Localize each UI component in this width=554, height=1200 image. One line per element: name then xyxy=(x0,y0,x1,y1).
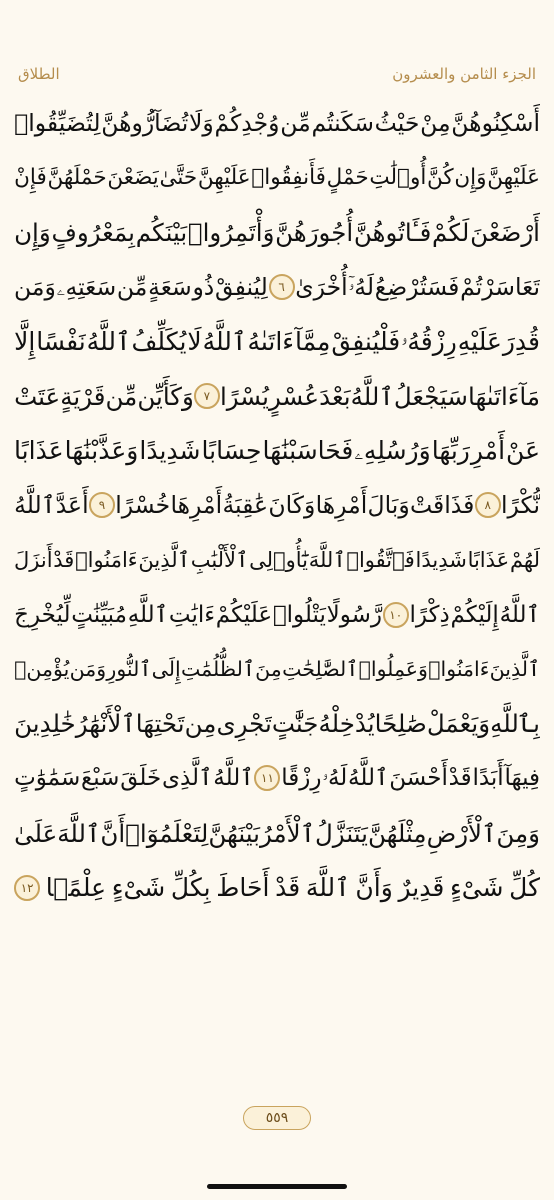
word: وَأْتَمِرُوا۟ xyxy=(187,217,275,247)
word: نَفْسًا xyxy=(36,327,86,357)
word: ذِكْرًا xyxy=(409,601,450,628)
word: وَرُسُلِهِۦ xyxy=(354,435,431,465)
word: لِيُنفِقْ xyxy=(214,273,268,302)
text-line-8 xyxy=(14,478,540,533)
word: وُجْدِكُمْ xyxy=(214,109,280,138)
word: فِيهَآ xyxy=(504,765,540,792)
word: ءَاتَىٰهَا xyxy=(468,381,520,411)
word: أَعَدَّ xyxy=(55,491,89,520)
word: عَلَيْهِنَّ xyxy=(197,165,251,191)
text-line-3 xyxy=(14,205,540,260)
surah-name: الطلاق xyxy=(18,65,60,83)
word: رِزْقُهُۥ xyxy=(401,326,457,356)
juz-label: الجزء الثامن والعشرون xyxy=(392,65,536,83)
word: يَتْلُوا۟ xyxy=(272,601,326,628)
word: قَرْيَةٍ xyxy=(60,381,106,411)
word: ٱلْأَلْبَٰبِ xyxy=(190,548,249,573)
word: تَعَاسَرْتُمْ xyxy=(460,273,540,302)
word: جَنَّٰتٍ xyxy=(271,709,319,739)
word: حَمْلٍ xyxy=(326,165,369,191)
word: فَـَٔاتُوهُنَّ xyxy=(353,217,432,247)
text-line-2 xyxy=(14,151,540,206)
word: لَهُۥ xyxy=(322,765,348,792)
ayah-marker: ١٠ xyxy=(383,602,409,628)
word: عُسْرٍ xyxy=(269,381,320,411)
word: أُجُورَهُنَّ xyxy=(275,217,354,247)
word: فَسَتُرْضِعُ xyxy=(374,273,460,302)
word: ٱللَّهُ xyxy=(202,327,247,357)
word: سَكَنتُم xyxy=(311,109,374,138)
word: وَأَنَّ xyxy=(355,873,393,903)
ayah-marker: ١١ xyxy=(254,765,280,791)
text-line-6 xyxy=(14,369,540,424)
text-line-4 xyxy=(14,260,540,315)
ayah-marker: ٧ xyxy=(194,383,220,409)
word: ٱللَّهَ xyxy=(305,873,350,903)
text-line-9 xyxy=(14,533,540,588)
word: عَلَيْكُمْ xyxy=(215,601,273,628)
word: مِّن xyxy=(280,109,311,138)
word: شَدِيدًا xyxy=(139,436,201,466)
word: أَبَدًا xyxy=(472,765,504,792)
word: ءَايَٰتِ xyxy=(168,601,216,628)
word: إِلَّا xyxy=(14,327,36,357)
word: بِٱللَّهِ xyxy=(490,709,540,739)
text-line-12 xyxy=(14,697,540,752)
word: يُسْرًا xyxy=(219,381,269,411)
word: شَىْءٍ xyxy=(449,873,504,903)
word: فَإِنْ xyxy=(14,165,47,191)
word: قَدِيرٌ xyxy=(398,873,445,903)
word: إِلَيْكُمْ xyxy=(450,601,499,628)
text-line-14 xyxy=(14,806,540,861)
word: ءَامَنُوا۟ xyxy=(75,548,138,573)
word: مِمَّآ xyxy=(294,327,331,357)
word: أَمْرِهَا xyxy=(170,491,223,520)
word: خُسْرًا xyxy=(115,491,171,520)
word: ءَامَنُوا۟ xyxy=(428,657,490,682)
word: تُضَآرُّوهُنَّ xyxy=(101,109,189,138)
word: أَمْرِهَا xyxy=(315,491,368,520)
word: وَإِن xyxy=(14,217,51,247)
word: سَعَتِهِۦ xyxy=(56,273,117,302)
word: لَهُمْ xyxy=(509,548,540,573)
word: لِّيُخْرِجَ xyxy=(14,601,71,628)
word: ٱلَّذِينَ xyxy=(138,548,190,573)
word: أَحْسَنَ xyxy=(389,765,448,792)
word: حَيْثُ xyxy=(374,109,420,138)
word: ٱللَّهَ xyxy=(57,818,101,848)
word: صَٰلِحًا xyxy=(374,709,427,739)
text-line-15 xyxy=(14,860,540,915)
word: بَيْنَهُنَّ xyxy=(208,818,260,848)
word: فَٱتَّقُوا۟ xyxy=(346,548,415,573)
ayah-marker: ٦ xyxy=(269,274,295,300)
word: مِنَ xyxy=(255,657,282,682)
word: خَلَقَ xyxy=(120,765,162,792)
word: ٱللَّهُ xyxy=(86,327,131,357)
word: ٱللَّهُ xyxy=(14,491,56,520)
word: فَذَاقَتْ xyxy=(409,491,475,520)
word: أَنَّ xyxy=(100,818,126,848)
word: ٱللَّهُ xyxy=(350,381,394,411)
word: ٱلْأَرْضِ xyxy=(426,818,497,848)
word: ٱللَّهِ xyxy=(127,601,169,628)
word: وَعَذَّبْنَٰهَا xyxy=(64,436,139,466)
word: وَمَن xyxy=(14,273,56,302)
word: وَكَانَ xyxy=(268,491,316,520)
word: مِن xyxy=(184,709,217,739)
word: عَلَيْهِ xyxy=(457,327,502,357)
word: مِثْلَهُنَّ xyxy=(367,818,427,848)
word: أَنزَلَ xyxy=(14,548,53,573)
word: لَكُمْ xyxy=(432,217,470,247)
text-line-10 xyxy=(14,587,540,642)
word: وَمِنَ xyxy=(496,818,540,848)
word: قَدْ xyxy=(53,548,75,573)
word: يُؤْمِنۢ xyxy=(14,657,70,682)
word: وَيَعْمَلْ xyxy=(426,709,491,739)
word: عِلْمًۢا xyxy=(45,873,107,903)
word: يُدْخِلْهُ xyxy=(318,709,375,739)
word: قَدْ xyxy=(448,765,472,792)
word: شَىْءٍ xyxy=(111,873,166,903)
word: يَتَنَزَّلُ xyxy=(315,818,368,848)
page-header xyxy=(18,62,536,86)
text-line-11 xyxy=(14,642,540,697)
word: ٱللَّهُ xyxy=(499,601,540,628)
word: وَإِن xyxy=(454,165,487,191)
word: عَلَىٰ xyxy=(14,818,58,848)
word: تَحْتِهَا xyxy=(135,709,185,739)
word: حَتَّىٰ xyxy=(159,165,198,191)
word: أَحَاطَ xyxy=(216,873,270,903)
word: وَعَمِلُوا۟ xyxy=(358,657,428,682)
word: عَلَيْهِنَّ xyxy=(487,165,540,191)
word: أَمْرِ xyxy=(470,436,506,466)
word: مِنْ xyxy=(420,109,451,138)
word: رَبِّهَا xyxy=(431,436,470,466)
word: قُدِرَ xyxy=(502,327,540,357)
word: ٱللَّهُ xyxy=(348,765,389,792)
word: سَبْعَ xyxy=(81,765,120,792)
word: ءَاتَىٰهُ xyxy=(247,327,295,357)
text-line-1 xyxy=(14,96,540,151)
word: فَلْيُنفِقْ xyxy=(331,327,401,357)
word: وَبَالَ xyxy=(367,491,410,520)
word: يُكَلِّفُ xyxy=(131,327,187,357)
word: رِزْقًا xyxy=(281,765,322,792)
word: ٱلْأَنْهَٰرُ xyxy=(75,709,136,739)
word: لِتُضَيِّقُوا۟ xyxy=(14,109,101,138)
word: أُو۟لَٰتِ xyxy=(369,165,427,191)
word: عَذَابًا xyxy=(14,436,64,466)
ayah-marker: ١٢ xyxy=(14,875,40,901)
word: مِّن xyxy=(105,381,138,411)
word: سَمَٰوَٰتٍ xyxy=(14,765,81,792)
word: لَهُۥٓ xyxy=(348,273,374,302)
word: كُنَّ xyxy=(427,165,454,191)
word: إِلَى xyxy=(151,657,181,682)
text-line-5 xyxy=(14,314,540,369)
word: فَحَاسَبْنَٰهَا xyxy=(262,436,354,466)
word: لَا xyxy=(187,327,202,357)
word: ٱلَّذِى xyxy=(161,765,213,792)
word: وَمَن xyxy=(69,657,107,682)
word: مُبَيِّنَٰتٍ xyxy=(71,601,127,628)
word: عَنْ xyxy=(506,436,540,466)
word: أَرْضَعْنَ xyxy=(470,217,540,247)
word: نُّكْرًا xyxy=(500,491,540,520)
word: ٱلَّذِينَ xyxy=(489,657,540,682)
page-footer xyxy=(0,1106,554,1130)
word: ٱلنُّورِ xyxy=(106,657,152,682)
word: وَلَا xyxy=(188,109,214,138)
word: بِكُلِّ xyxy=(170,873,211,903)
word: سَعَةٍ xyxy=(148,273,192,302)
word: عَٰقِبَةُ xyxy=(222,491,269,520)
word: عَذَابًا xyxy=(467,548,510,573)
home-indicator[interactable] xyxy=(207,1184,347,1189)
word: ذُو xyxy=(192,273,215,302)
word: وَكَأَيِّن xyxy=(137,381,194,411)
word: مِّن xyxy=(116,273,148,302)
word: ٱللَّهُ xyxy=(213,765,254,792)
word: كُلِّ xyxy=(509,873,540,903)
ayah-marker: ٨ xyxy=(475,492,501,518)
word: ٱللَّهَ xyxy=(308,548,346,573)
word: مَآ xyxy=(519,381,540,411)
text-line-7 xyxy=(14,424,540,479)
word: بَيْنَكُم xyxy=(135,217,188,247)
word: ٱلْأَمْرُ xyxy=(259,818,315,848)
word: رَّسُولًا xyxy=(326,601,382,628)
ayah-marker: ٩ xyxy=(89,492,115,518)
word: بَعْدَ xyxy=(319,381,351,411)
page-number-badge: ٥٥٩ xyxy=(243,1106,311,1130)
word: أُخْرَىٰ xyxy=(295,273,348,302)
text-line-13 xyxy=(14,751,540,806)
word: تَجْرِى xyxy=(216,709,272,739)
word: أَسْكِنُوهُنَّ xyxy=(451,109,540,138)
word: يَٰٓأُو۟لِى xyxy=(249,548,308,573)
word: ٱلصَّٰلِحَٰتِ xyxy=(282,657,359,682)
word: خَٰلِدِينَ xyxy=(14,709,76,739)
word: سَيَجْعَلُ xyxy=(393,381,468,411)
word: فَأَنفِقُوا۟ xyxy=(251,165,326,191)
word: ٱلظُّلُمَٰتِ xyxy=(181,657,255,682)
word: حَمْلَهُنَّ xyxy=(47,165,107,191)
word: حِسَابًا xyxy=(201,436,262,466)
quran-text xyxy=(14,96,540,915)
word: بِمَعْرُوفٍ xyxy=(51,217,135,247)
word: عَتَتْ xyxy=(14,381,61,411)
word: قَدْ xyxy=(275,873,301,903)
word: شَدِيدًا xyxy=(415,548,467,573)
word: لِتَعْلَمُوٓا۟ xyxy=(125,818,209,848)
word: يَضَعْنَ xyxy=(107,165,159,191)
